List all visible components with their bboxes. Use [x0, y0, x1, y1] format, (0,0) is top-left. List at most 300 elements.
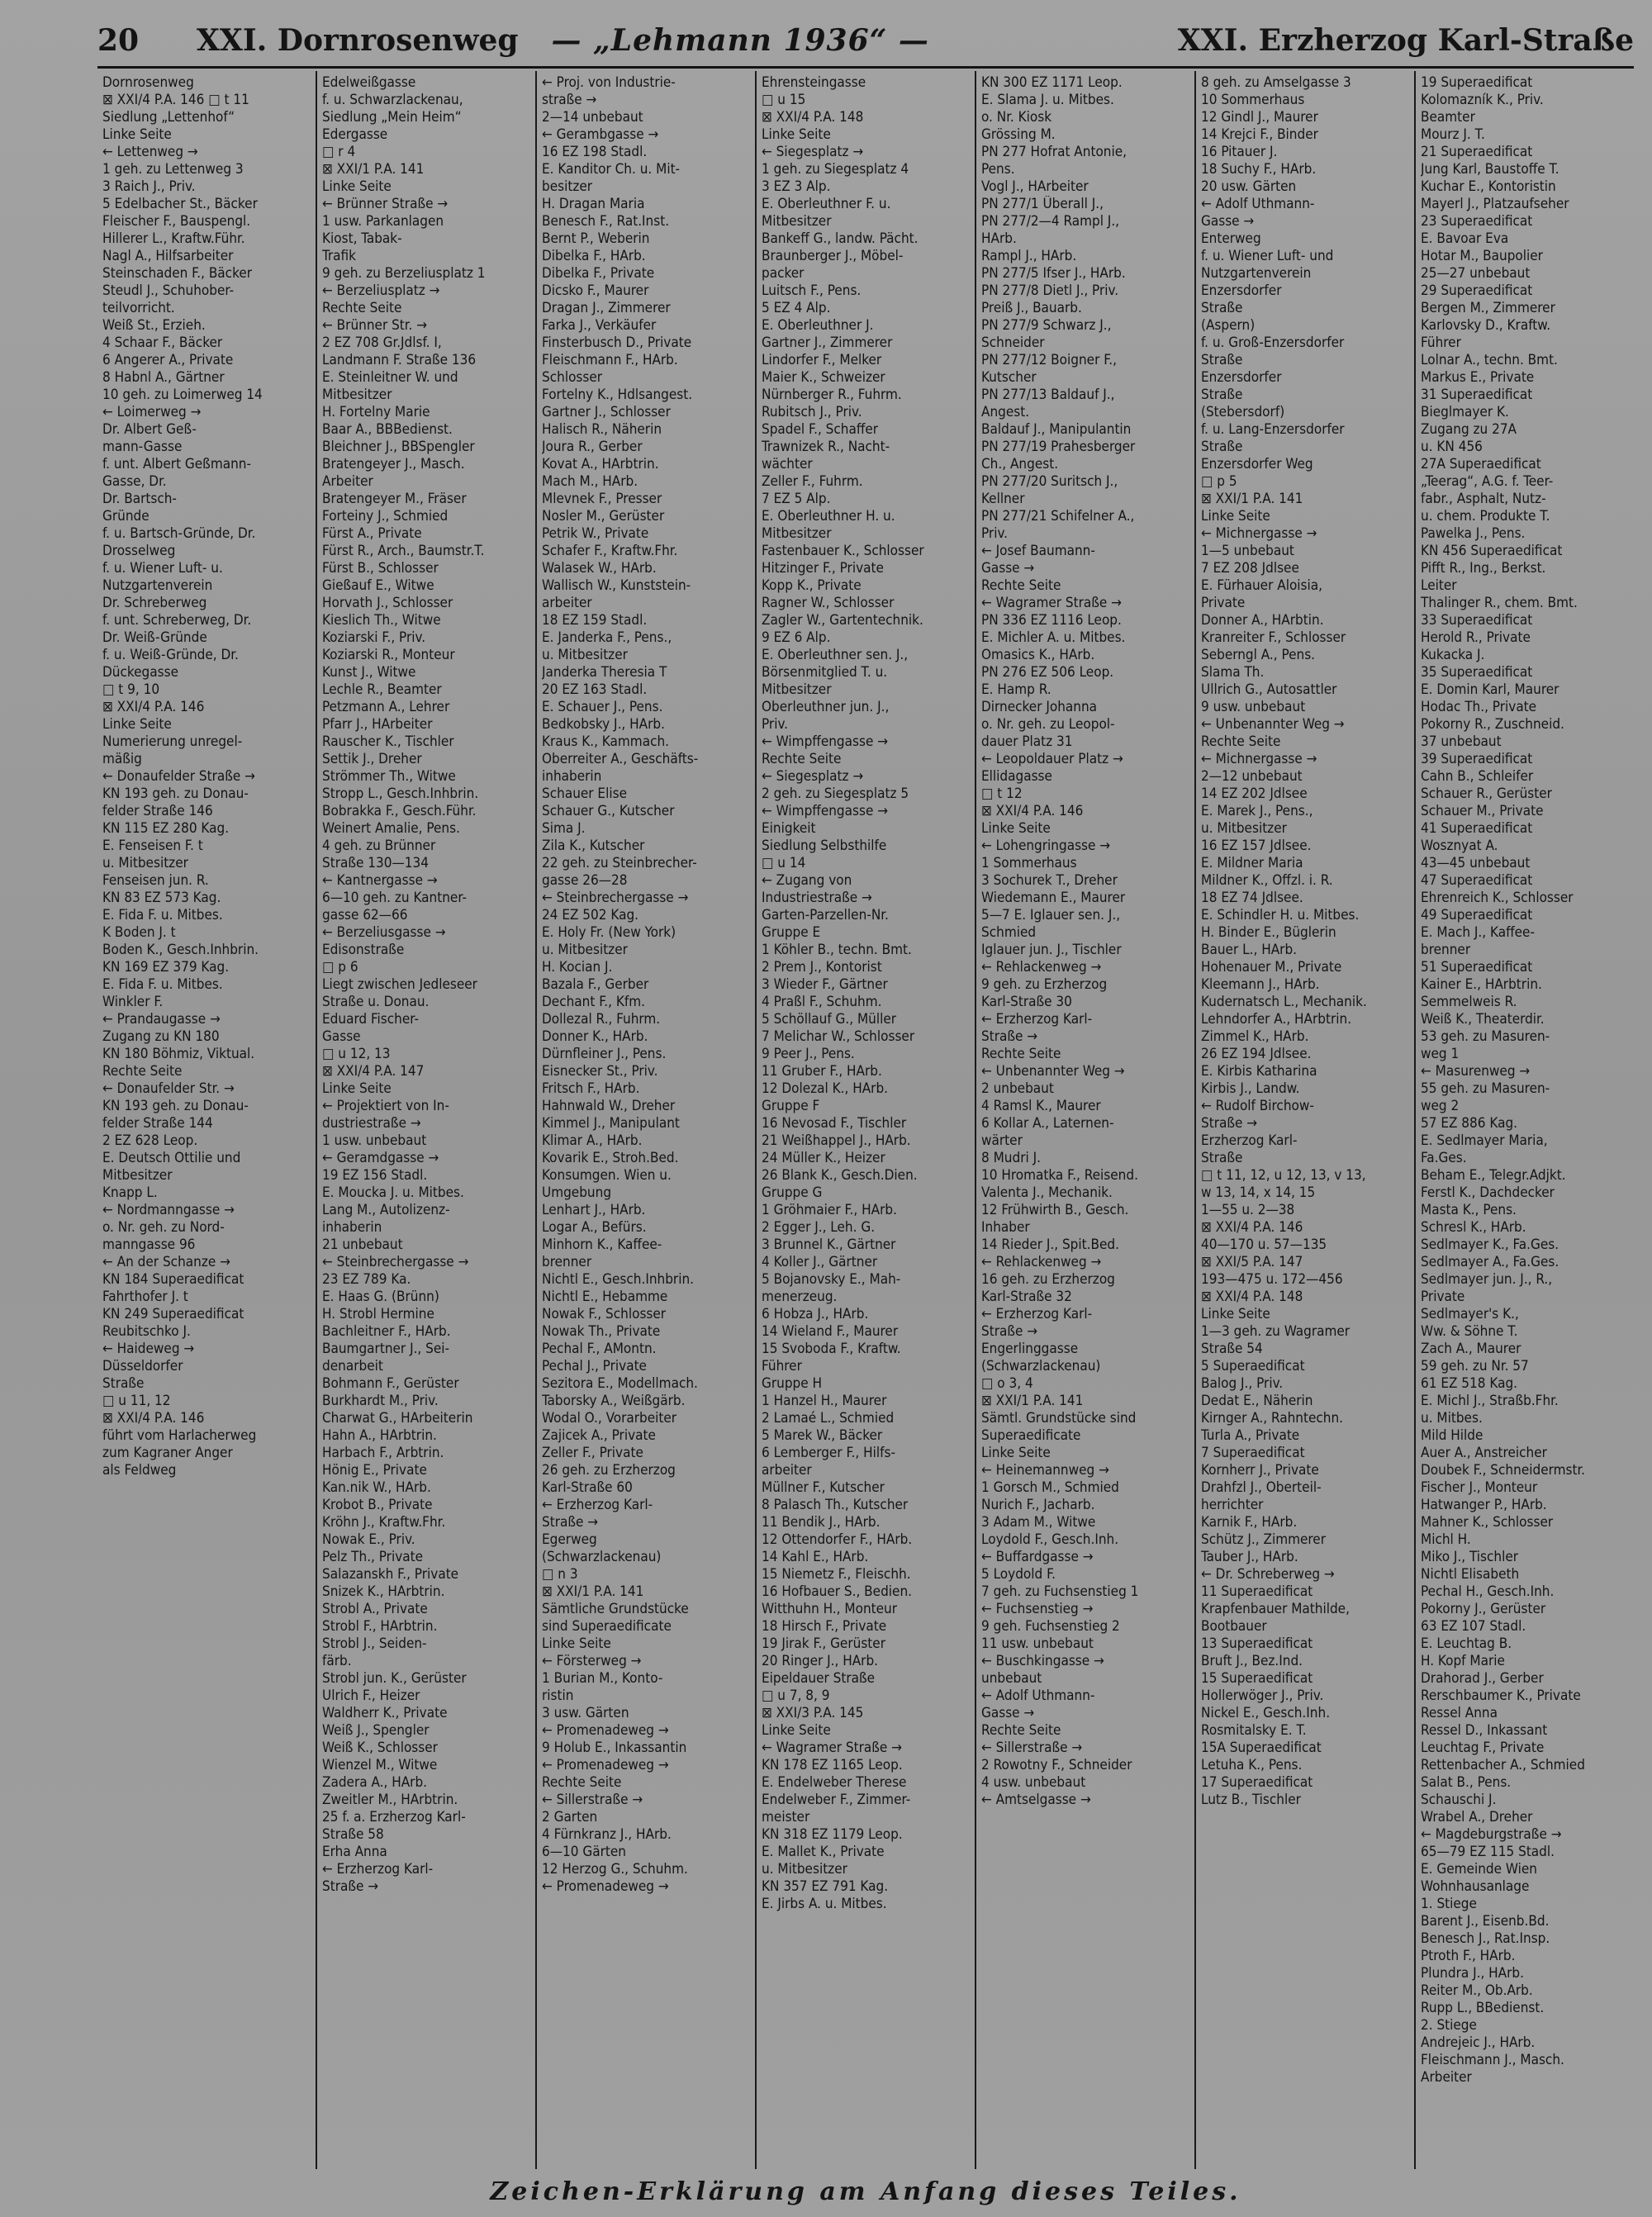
directory-line: Egerweg — [542, 1531, 597, 1548]
directory-line: 43—45 unbebaut — [1421, 855, 1531, 871]
directory-line: 3 Raich J., Priv. — [102, 178, 196, 195]
directory-line: Schauer G., Kutscher — [542, 803, 675, 819]
directory-line: Balog J., Priv. — [1201, 1375, 1284, 1392]
directory-line: o. Nr. geh. zu Nord- — [102, 1219, 225, 1236]
directory-line: 4 Fürnkranz J., HArb. — [542, 1826, 672, 1843]
directory-line: Bernt P., Weberin — [542, 230, 650, 247]
directory-line: arbeiter — [542, 595, 592, 611]
directory-line: Kieslich Th., Witwe — [322, 612, 441, 629]
directory-line: Drosselweg — [102, 543, 176, 559]
directory-line: inhaberin — [322, 1219, 382, 1236]
directory-line: ← Promenadeweg → — [542, 1757, 669, 1773]
directory-line: ← An der Schanze → — [102, 1254, 230, 1270]
directory-line: 5 Marek W., Bäcker — [762, 1427, 883, 1444]
directory-line: Kiost, Tabak- — [322, 230, 402, 247]
directory-line: Salat B., Pens. — [1421, 1774, 1512, 1791]
directory-line: u. Mitbesitzer — [542, 647, 628, 663]
directory-line: Wosznyat A. — [1421, 838, 1498, 854]
directory-line: Superaedificate — [981, 1427, 1081, 1444]
directory-line: □ u 15 — [762, 92, 806, 108]
directory-line: 6 Lemberger F., Hilfs- — [762, 1445, 895, 1461]
directory-line: 5 Bojanovsky E., Mah- — [762, 1271, 901, 1288]
directory-line: Halisch R., Näherin — [542, 421, 662, 438]
directory-line: Ch., Angest. — [981, 456, 1059, 472]
directory-line: 26 EZ 194 Jdlsee. — [1201, 1046, 1312, 1062]
directory-line: Schauschi J. — [1421, 1792, 1497, 1808]
directory-line: Pechal J., Private — [542, 1358, 647, 1374]
directory-line: denarbeit — [322, 1358, 383, 1374]
directory-line: f. u. Wiener Luft- und — [1201, 248, 1334, 264]
directory-line: KN 456 Superaedificat — [1421, 543, 1563, 559]
directory-line: Wrabel A., Dreher — [1421, 1809, 1533, 1825]
directory-line: (Aspern) — [1201, 317, 1256, 334]
directory-line: 25—27 unbebaut — [1421, 265, 1531, 282]
directory-line: 11 usw. unbebaut — [981, 1635, 1094, 1652]
directory-line: Sämtliche Grundstücke — [542, 1601, 689, 1617]
directory-line: ← Magdeburgstraße → — [1421, 1826, 1562, 1843]
directory-line: Zajicek A., Private — [542, 1427, 656, 1444]
directory-line: KN 318 EZ 1179 Leop. — [762, 1826, 903, 1843]
directory-line: PN 276 EZ 506 Leop. — [981, 664, 1114, 681]
directory-line: Valenta J., Mechanik. — [981, 1184, 1113, 1201]
directory-line: Arbeiter — [322, 473, 373, 490]
directory-line: PN 277/2—4 Rampl J., — [981, 213, 1120, 230]
directory-line: Mitbesitzer — [322, 387, 392, 403]
directory-line: Wohnhausanlage — [1421, 1878, 1530, 1895]
directory-line: E. Oberleuthner sen. J., — [762, 647, 909, 663]
directory-line: Walasek W., HArb. — [542, 560, 657, 577]
directory-line: Stropp L., Gesch.Inhbrin. — [322, 786, 479, 802]
directory-line: 5 EZ 4 Alp. — [762, 300, 831, 316]
directory-line: Straße — [1201, 352, 1243, 368]
directory-line: Nichtl E., Gesch.Inhbrin. — [542, 1271, 695, 1288]
directory-line: Waldherr K., Private — [322, 1705, 448, 1721]
directory-line: 16 Hofbauer S., Bedien. — [762, 1583, 912, 1600]
directory-line: Ptroth F., HArb. — [1421, 1948, 1516, 1964]
directory-line: 3 Sochurek T., Dreher — [981, 872, 1118, 889]
directory-line: Fleischer F., Bauspengl. — [102, 213, 251, 230]
directory-line: Straße u. Donau. — [322, 994, 430, 1010]
directory-line: Hollerwöger J., Priv. — [1201, 1688, 1324, 1704]
directory-line: Nichtl Elisabeth — [1421, 1566, 1520, 1583]
directory-line: Erha Anna — [322, 1844, 387, 1860]
directory-line: 2 unbebaut — [981, 1080, 1054, 1097]
directory-line: 59 geh. zu Nr. 57 — [1421, 1358, 1529, 1374]
directory-line: Miko J., Tischler — [1421, 1549, 1519, 1565]
directory-line: Pelz Th., Private — [322, 1549, 424, 1565]
directory-line: PN 277/5 Ifser J., HArb. — [981, 265, 1126, 282]
directory-line: Gruppe F — [762, 1098, 820, 1114]
directory-line: 12 Dolezal K., HArb. — [762, 1080, 889, 1097]
directory-line: Linke Seite — [981, 820, 1051, 837]
directory-line: sind Superaedificate — [542, 1618, 672, 1635]
directory-line: 14 Kahl E., HArb. — [762, 1549, 869, 1565]
page-header — [97, 23, 1634, 64]
directory-line: Salazanskh F., Private — [322, 1566, 459, 1583]
directory-line: Pechal H., Gesch.Inh. — [1421, 1583, 1555, 1600]
directory-line: Mlevnek F., Presser — [542, 491, 662, 507]
directory-line: f. u. Groß-Enzersdorfer — [1201, 335, 1345, 351]
directory-line: ← Försterweg → — [542, 1653, 642, 1669]
directory-line: Sedlmayer K., Fa.Ges. — [1421, 1237, 1559, 1253]
directory-line: (Schwarzlackenau) — [542, 1549, 662, 1565]
directory-line: Zeller F., Fuhrm. — [762, 473, 863, 490]
directory-line: H. Binder E., Büglerin — [1201, 924, 1336, 941]
directory-line: Pens. — [981, 161, 1015, 178]
directory-line: ⊠ XXI/5 P.A. 147 — [1201, 1254, 1303, 1270]
directory-line: f. u. Lang-Enzersdorfer — [1201, 421, 1345, 438]
directory-line: zum Kagraner Anger — [102, 1445, 233, 1461]
directory-line: Steudl J., Schuhober- — [102, 282, 235, 299]
directory-line: Leiter — [1421, 577, 1457, 594]
directory-line: ← Loimerweg → — [102, 404, 202, 420]
directory-line: straße → — [542, 92, 597, 108]
directory-line: Hitzinger F., Private — [762, 560, 884, 577]
directory-line: Dr. Albert Geß- — [102, 421, 197, 438]
directory-line: brenner — [1421, 942, 1471, 958]
directory-line: 1 Gröhmaier F., HArb. — [762, 1202, 897, 1218]
directory-line: manngasse 96 — [102, 1237, 196, 1253]
directory-line: 4 usw. unbebaut — [981, 1774, 1086, 1791]
directory-line: Gasse — [322, 1028, 361, 1045]
directory-line: Mildner K., Offzl. i. R. — [1201, 872, 1333, 889]
directory-line: ← Kantnergasse → — [322, 872, 438, 889]
directory-line: Klimar A., HArb. — [542, 1132, 643, 1149]
directory-line: KN 83 EZ 573 Kag. — [102, 890, 221, 906]
directory-line: 5—7 E. Iglauer sen. J., — [981, 907, 1121, 923]
directory-line: 2 Egger J., Leh. G. — [762, 1219, 876, 1236]
directory-line: Beamter — [1421, 109, 1475, 126]
directory-line: ← Proj. von Industrie- — [542, 74, 676, 91]
directory-line: Auer A., Anstreicher — [1421, 1445, 1547, 1461]
directory-line: Ellidagasse — [981, 768, 1052, 785]
directory-line: wärter — [981, 1132, 1023, 1149]
directory-line: Kolomazník K., Priv. — [1421, 92, 1544, 108]
directory-line: Rechte Seite — [981, 1722, 1061, 1739]
directory-line: Pokorny J., Gerüster — [1421, 1601, 1546, 1617]
directory-line: Strobl J., Seiden- — [322, 1635, 427, 1652]
directory-line: 12 Frühwirth B., Gesch. — [981, 1202, 1129, 1218]
directory-line: u. KN 456 — [1421, 439, 1483, 455]
directory-line: Rampl J., HArb. — [981, 248, 1077, 264]
directory-line: Janderka Theresia T — [542, 664, 667, 681]
directory-line: □ p 5 — [1201, 473, 1237, 490]
directory-line: Ehrensteingasse — [762, 74, 866, 91]
directory-line: 2—14 unbebaut — [542, 109, 643, 126]
directory-line: Seberngl A., Pens. — [1201, 647, 1316, 663]
directory-line: E. Haas G. (Brünn) — [322, 1289, 439, 1305]
directory-line: f. u. Weiß-Gründe, Dr. — [102, 647, 239, 663]
directory-line: ← Promenadeweg → — [542, 1878, 669, 1895]
directory-line: Schmied — [981, 924, 1037, 941]
directory-line: Fürst R., Arch., Baumstr.T. — [322, 543, 485, 559]
directory-line: 23 EZ 789 Ka. — [322, 1271, 411, 1288]
page-footer: Zeichen-Erklärung am Anfang dieses Teiles. — [490, 2177, 1241, 2206]
directory-line: Konsumgen. Wien u. — [542, 1167, 672, 1184]
directory-line: E. Schauer J., Pens. — [542, 699, 663, 715]
directory-line: Schütz J., Zimmerer — [1201, 1531, 1327, 1548]
directory-line: w 13, 14, x 14, 15 — [1201, 1184, 1316, 1201]
directory-line: Nowak Th., Private — [542, 1323, 661, 1340]
directory-line: ← Dr. Schreberweg → — [1201, 1566, 1335, 1583]
directory-line: felder Straße 146 — [102, 803, 213, 819]
directory-line: 6—10 Gärten — [542, 1844, 626, 1860]
directory-line: KN 193 geh. zu Donau- — [102, 786, 249, 802]
directory-line: Straße — [1201, 1150, 1243, 1166]
directory-line: Siedlung „Lettenhof“ — [102, 109, 235, 126]
directory-line: E. Holy Fr. (New York) — [542, 924, 676, 941]
directory-line: Weiß J., Spengler — [322, 1722, 430, 1739]
directory-line: Mitbesitzer — [102, 1167, 173, 1184]
directory-line: Loydold F., Gesch.Inh. — [981, 1531, 1119, 1548]
directory-line: 4 Koller J., Gärtner — [762, 1254, 878, 1270]
directory-line: Nichtl E., Hebamme — [542, 1289, 668, 1305]
directory-line: ← Wagramer Straße → — [981, 595, 1122, 611]
directory-line: Zugang zu 27A — [1421, 421, 1517, 438]
directory-line: Iglauer jun. J., Tischler — [981, 942, 1122, 958]
directory-line: besitzer — [542, 178, 593, 195]
directory-line: 7 Melichar W., Schlosser — [762, 1028, 915, 1045]
directory-line: PN 277/21 Schifelner A., — [981, 508, 1135, 525]
directory-line: H. Kocian J. — [542, 959, 613, 976]
directory-line: PN 277/12 Boigner F., — [981, 352, 1118, 368]
directory-line: 40—170 u. 57—135 — [1201, 1237, 1327, 1253]
directory-line: 21 unbebaut — [322, 1237, 403, 1253]
directory-line: Hohenauer M., Private — [1201, 959, 1342, 976]
directory-line: ← Rudolf Birchow- — [1201, 1098, 1314, 1114]
directory-line: Nickel E., Gesch.Inh. — [1201, 1705, 1331, 1721]
directory-line: 9 Holub E., Inkassantin — [542, 1740, 687, 1756]
directory-line: Nosler M., Gerüster — [542, 508, 665, 525]
directory-line: 1 Köhler B., techn. Bmt. — [762, 942, 912, 958]
directory-line: ← Josef Baumann- — [981, 543, 1095, 559]
directory-line: Kan.nik W., HArb. — [322, 1479, 431, 1496]
directory-line: ← Sillerstraße → — [981, 1740, 1083, 1756]
directory-line: Koziarski R., Monteur — [322, 647, 455, 663]
directory-line: Oberleuthner jun. J., — [762, 699, 890, 715]
directory-line: Straße 130—134 — [322, 855, 429, 871]
directory-line: 1 geh. zu Siegesplatz 4 — [762, 161, 909, 178]
directory-line: ← Rehlackenweg → — [981, 1254, 1102, 1270]
directory-line: ← Erzherzog Karl- — [322, 1861, 434, 1878]
directory-line: 1 Gorsch M., Schmied — [981, 1479, 1119, 1496]
directory-line: Ressel Anna — [1421, 1705, 1498, 1721]
directory-line: menerzeug. — [762, 1289, 838, 1305]
directory-line: Eduard Fischer- — [322, 1011, 420, 1028]
directory-line: inhaberin — [542, 768, 602, 785]
directory-line: Mild Hilde — [1421, 1427, 1483, 1444]
directory-line: Fleischmann J., Masch. — [1421, 2052, 1564, 2068]
directory-line: PN 277/1 Überall J., — [981, 196, 1104, 212]
directory-line: Fleischmann F., HArb. — [542, 352, 678, 368]
directory-line: Kirnger A., Rahntechn. — [1201, 1410, 1344, 1427]
directory-line: Baumgartner J., Sei- — [322, 1341, 450, 1357]
directory-line: wächter — [762, 456, 813, 472]
directory-line: Hahn A., HArbtrin. — [322, 1427, 437, 1444]
directory-line: u. Mitbesitzer — [762, 1861, 847, 1878]
directory-line: Karlovsky D., Kraftw. — [1421, 317, 1551, 334]
directory-line: Dückegasse — [102, 664, 178, 681]
directory-line: ← Erzherzog Karl- — [981, 1011, 1093, 1028]
directory-line: HArb. — [981, 230, 1017, 247]
directory-line: 10 Hromatka F., Reisend. — [981, 1167, 1138, 1184]
page-number: 20 — [97, 23, 140, 58]
directory-line: Siedlung „Mein Heim“ — [322, 109, 462, 126]
directory-line: Krapfenbauer Mathilde, — [1201, 1601, 1350, 1617]
directory-line: ← Zugang von — [762, 872, 852, 889]
directory-line: Strömmer Th., Witwe — [322, 768, 456, 785]
directory-line: Linke Seite — [762, 1722, 831, 1739]
directory-line: (Schwarzlackenau) — [981, 1358, 1101, 1374]
directory-line: Rechte Seite — [322, 300, 402, 316]
directory-line: 7 Superaedificat — [1201, 1445, 1305, 1461]
directory-line: Dibelka F., Private — [542, 265, 655, 282]
directory-line: 14 EZ 202 Jdlsee — [1201, 786, 1308, 802]
directory-line: Cahn B., Schleifer — [1421, 768, 1534, 785]
directory-line: Fritsch F., HArb. — [542, 1080, 640, 1097]
directory-line: H. Strobl Hermine — [322, 1306, 434, 1322]
directory-line: 4 Ramsl K., Maurer — [981, 1098, 1101, 1114]
directory-line: 9 usw. unbebaut — [1201, 699, 1306, 715]
directory-line: Engerlinggasse — [981, 1341, 1079, 1357]
directory-line: Thalinger R., chem. Bmt. — [1421, 595, 1578, 611]
directory-line: ← Wimpffengasse → — [762, 803, 889, 819]
directory-line: Zagler W., Gartentechnik. — [762, 612, 923, 629]
directory-line: Rerschbaumer K., Private — [1421, 1688, 1581, 1704]
directory-line: ⊠ XXI/1 P.A. 141 — [542, 1583, 644, 1600]
directory-line: Hatwanger P., HArb. — [1421, 1497, 1547, 1513]
directory-line: ← Heinemannweg → — [981, 1462, 1109, 1479]
directory-line: H. Fortelny Marie — [322, 404, 430, 420]
directory-line: 2 Garten — [542, 1809, 598, 1825]
directory-line: Schlosser — [542, 369, 603, 386]
column-2 — [317, 71, 537, 2169]
directory-line: Logar A., Befürs. — [542, 1219, 647, 1236]
directory-line: Sima J. — [542, 820, 586, 837]
directory-line: Mahner K., Schlosser — [1421, 1514, 1554, 1531]
directory-line: 15 Svoboda F., Kraftw. — [762, 1341, 901, 1357]
directory-line: 25 f. a. Erzherzog Karl- — [322, 1809, 466, 1825]
directory-line: Beham E., Telegr.Adjkt. — [1421, 1167, 1566, 1184]
directory-line: □ u 11, 12 — [102, 1393, 171, 1409]
directory-line: PN 277/9 Schwarz J., — [981, 317, 1112, 334]
directory-line: E. Marek J., Pens., — [1201, 803, 1313, 819]
directory-line: Kopp K., Private — [762, 577, 862, 594]
directory-line: Inhaber — [981, 1219, 1030, 1236]
directory-line: Gruppe E — [762, 924, 821, 941]
directory-line: Hahnwald W., Dreher — [542, 1098, 676, 1114]
directory-line: Müllner F., Kutscher — [762, 1479, 885, 1496]
directory-line: Trawnizek R., Nacht- — [762, 439, 890, 455]
directory-line: 6 Angerer A., Private — [102, 352, 234, 368]
directory-line: Oberreiter A., Geschäfts- — [542, 751, 699, 767]
directory-line: Mitbesitzer — [762, 525, 832, 542]
directory-line: Sezitora E., Modellmach. — [542, 1375, 698, 1392]
directory-line: ← Donaufelder Str. → — [102, 1080, 235, 1097]
directory-line: ⊠ XXI/1 P.A. 141 — [322, 161, 425, 178]
directory-line: Lehndorfer A., HArbtrin. — [1201, 1011, 1352, 1028]
directory-line: „Teerag“, A.G. f. Teer- — [1421, 473, 1554, 490]
directory-line: ← Michnergasse → — [1201, 525, 1317, 542]
directory-line: unbebaut — [981, 1670, 1042, 1687]
directory-line: KN 115 EZ 280 Kag. — [102, 820, 230, 837]
directory-line: Lang M., Autolizenz- — [322, 1202, 450, 1218]
directory-line: 2 Lamaé L., Schmied — [762, 1410, 895, 1427]
directory-line: f. unt. Albert Geßmann- — [102, 456, 252, 472]
directory-line: 3 Wieder F., Gärtner — [762, 976, 888, 993]
directory-line: 1—5 unbebaut — [1201, 543, 1294, 559]
directory-line: E. Oberleuthner H. u. — [762, 508, 895, 525]
directory-line: Gartner J., Zimmerer — [762, 335, 893, 351]
directory-line: Zimmel K., HArb. — [1201, 1028, 1309, 1045]
directory-line: Straße → — [1201, 1115, 1258, 1132]
directory-line: Siedlung Selbsthilfe — [762, 838, 887, 854]
directory-line: 12 Gindl J., Maurer — [1201, 109, 1318, 126]
directory-line: KN 184 Superaedificat — [102, 1271, 244, 1288]
directory-line: Bruft J., Bez.Ind. — [1201, 1653, 1303, 1669]
directory-line: Reubitschko J. — [102, 1323, 191, 1340]
directory-line: Priv. — [762, 716, 789, 733]
directory-line: Bankeff G., landw. Pächt. — [762, 230, 919, 247]
directory-line: Umgebung — [542, 1184, 612, 1201]
directory-line: KN 180 Böhmiz, Viktual. — [102, 1046, 255, 1062]
directory-line: E. Schindler H. u. Mitbes. — [1201, 907, 1360, 923]
directory-line: Fürst A., Private — [322, 525, 422, 542]
directory-line: Enterweg — [1201, 230, 1261, 247]
directory-line: 1 Hanzel H., Maurer — [762, 1393, 887, 1409]
directory-line: Baldauf J., Manipulantin — [981, 421, 1132, 438]
directory-line: Weiß K., Theaterdir. — [1421, 1011, 1545, 1028]
directory-line: Linke Seite — [542, 1635, 611, 1652]
directory-line: Mayerl J., Platzaufseher — [1421, 196, 1569, 212]
directory-line: Linke Seite — [981, 1445, 1051, 1461]
directory-line: ← Projektiert von In- — [322, 1098, 449, 1114]
directory-line: ← Michnergasse → — [1201, 751, 1317, 767]
directory-line: 15 Superaedificat — [1201, 1670, 1313, 1687]
header-left-street: XXI. Dornrosenweg — [197, 23, 519, 58]
directory-line: E. Domin Karl, Maurer — [1421, 681, 1559, 698]
directory-line: PN 277/19 Prahesberger — [981, 439, 1136, 455]
directory-line: 4 Schaar F., Bäcker — [102, 335, 223, 351]
directory-line: Trafik — [322, 248, 356, 264]
directory-line: Dragan J., Zimmerer — [542, 300, 671, 316]
directory-line: 35 Superaedificat — [1421, 664, 1533, 681]
directory-line: Schresl K., HArb. — [1421, 1219, 1526, 1236]
directory-line: 17 Superaedificat — [1201, 1774, 1313, 1791]
directory-line: führt vom Harlacherweg — [102, 1427, 257, 1444]
directory-line: Preiß J., Bauarb. — [981, 300, 1082, 316]
directory-line: Rechte Seite — [102, 1063, 183, 1080]
directory-line: 20 Ringer J., HArb. — [762, 1653, 879, 1669]
directory-line: Farka J., Verkäufer — [542, 317, 657, 334]
directory-line: Schafer F., Kraftw.Fhr. — [542, 543, 678, 559]
directory-line: Spadel F., Schaffer — [762, 421, 879, 438]
directory-line: 22 geh. zu Steinbrecher- — [542, 855, 697, 871]
directory-line: Wienzel M., Witwe — [322, 1757, 438, 1773]
directory-line: f. u. Wiener Luft- u. — [102, 560, 223, 577]
directory-line: Leuchtag F., Private — [1421, 1740, 1545, 1756]
directory-line: E. Mildner Maria — [1201, 855, 1303, 871]
directory-line: gasse 26—28 — [542, 872, 628, 889]
directory-line: Sedlmayer jun. J., R., — [1421, 1271, 1553, 1288]
directory-line: □ t 12 — [981, 786, 1023, 802]
directory-line: Mitbesitzer — [762, 213, 832, 230]
directory-line: Führer — [762, 1358, 802, 1374]
directory-line: Kunst J., Witwe — [322, 664, 416, 681]
directory-line: Weiß K., Schlosser — [322, 1740, 438, 1756]
directory-line: 16 EZ 157 Jdlsee. — [1201, 838, 1312, 854]
directory-line: 18 EZ 159 Stadl. — [542, 612, 648, 629]
